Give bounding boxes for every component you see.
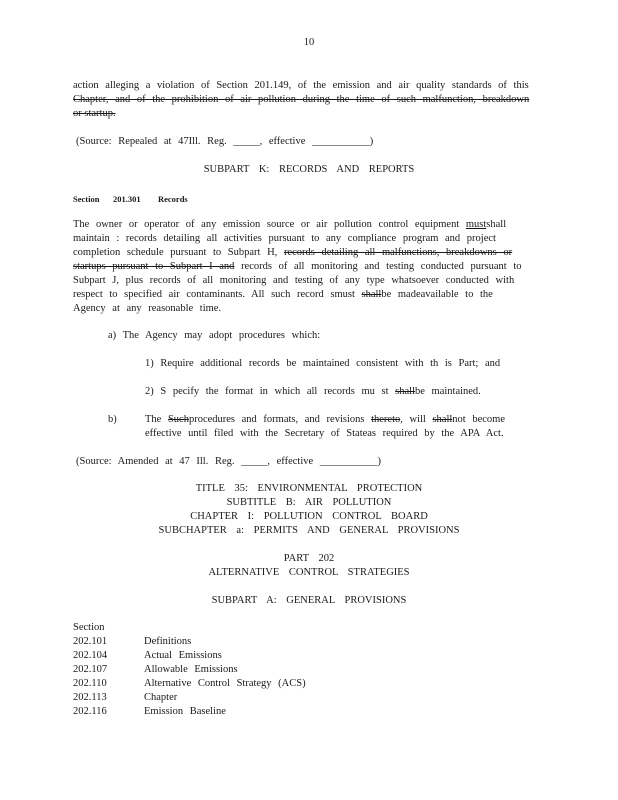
records-para-line-5: Subpart J, plus records of all monitoring and testing of any type whatsoever conducted with [73, 275, 515, 286]
toc-row-title: Actual Emissions [144, 650, 222, 661]
toc-row-code: 202.101 [73, 636, 108, 647]
deleted-text: thereto [371, 414, 401, 425]
deleted-text: records detailing all malfunctions, breakdowns or [283, 247, 513, 258]
section-label: Section [73, 194, 100, 204]
item-a: a) The Agency may adopt procedures which: [108, 330, 321, 341]
chapter-heading: CHAPTER I: POLLUTION CONTROL BOARD [190, 511, 428, 522]
source-note-amended [76, 455, 381, 469]
toc-row-code: 202.104 [73, 650, 108, 661]
records-para-line-2: maintain : records detailing all activities pursuant to any compliance program and project [73, 233, 496, 244]
source-note-repealed [76, 135, 373, 149]
item-1: 1) Require additional records be maintained consistent with th is Part; and [145, 358, 501, 369]
page-number: 10 [303, 37, 315, 48]
subchapter-heading: SUBCHAPTER a: PERMITS AND GENERAL PROVISIONS [158, 525, 460, 536]
toc-row-code: 202.107 [73, 664, 108, 675]
records-para-line-3: completion schedule pursuant to Subpart H, records detailing all malfunctions, breakdowns or [73, 247, 513, 258]
subpart-a-heading: SUBPART A: GENERAL PROVISIONS [211, 595, 407, 606]
title-heading: TITLE 35: ENVIRONMENTAL PROTECTION [195, 483, 423, 494]
deleted-text: shall [361, 289, 382, 300]
toc-row-code: 202.110 [73, 678, 107, 689]
item-b-label: b) [108, 414, 117, 425]
inserted-must: must [465, 219, 487, 230]
toc-header: Section [73, 622, 105, 633]
item-b-line-2: effective until filed with the Secretary of Stateas required by the APA Act. [145, 428, 504, 439]
toc-row-code: 202.113 [73, 692, 107, 703]
toc-row-title: Chapter [144, 692, 178, 703]
part-heading: PART 202 [283, 553, 335, 564]
source-text: Amended at 47 Ill. Reg. _____, effective ___________) [117, 456, 382, 467]
top-para-line-3-deleted: or startup. [73, 108, 116, 119]
toc-row-title: Alternative Control Strategy (ACS) [144, 678, 306, 689]
subtitle-heading: SUBTITLE B: AIR POLLUTION [226, 497, 392, 508]
records-para-line-1: The owner or operator of any emission source or air pollution control equipment mustshall [73, 219, 507, 230]
top-para-line-1: action alleging a violation of Section 201.149, of the emission and air quality standards of this [73, 80, 529, 91]
toc-row-code: 202.116 [73, 706, 107, 717]
toc-row-title: Allowable Emissions [144, 664, 238, 675]
source-text: Repealed at 47Ill. Reg. _____, effective ___________) [118, 136, 374, 147]
deleted-text: shall [432, 414, 453, 425]
deleted-text: shall [395, 386, 415, 397]
item-2: 2) S pecify the format in which all records mu st shallbe maintained. [145, 386, 481, 397]
part-name-heading: ALTERNATIVE CONTROL STRATEGIES [208, 567, 410, 578]
toc-row-title: Definitions [144, 636, 192, 647]
top-para-line-2-deleted: Chapter, and of the prohibition of air pollution during the time of such malfunction, breakdown [73, 94, 530, 105]
records-para-line-6: respect to specified air contaminants. All such record smust shallbe madeavailable to the [73, 289, 493, 300]
section-number: 201.301 [113, 194, 141, 204]
item-b-line-1: The Suchprocedures and formats, and revisions thereto, will shallnot become [145, 414, 505, 425]
source-prefix: (Source: [76, 136, 112, 147]
deleted-text: startups pursuant to Subpart I and [73, 261, 235, 272]
subpart-k-heading: SUBPART K: RECORDS AND REPORTS [203, 164, 415, 175]
toc-row-title: Emission Baseline [144, 706, 226, 717]
deleted-text: Such [167, 414, 189, 425]
section-title: Records [158, 194, 188, 204]
records-para-line-7: Agency at any reasonable time. [73, 303, 222, 314]
source-prefix: (Source: [76, 456, 112, 467]
records-para-line-4: startups pursuant to Subpart I and records of all monitoring and testing conducted pursuant to [73, 261, 522, 272]
